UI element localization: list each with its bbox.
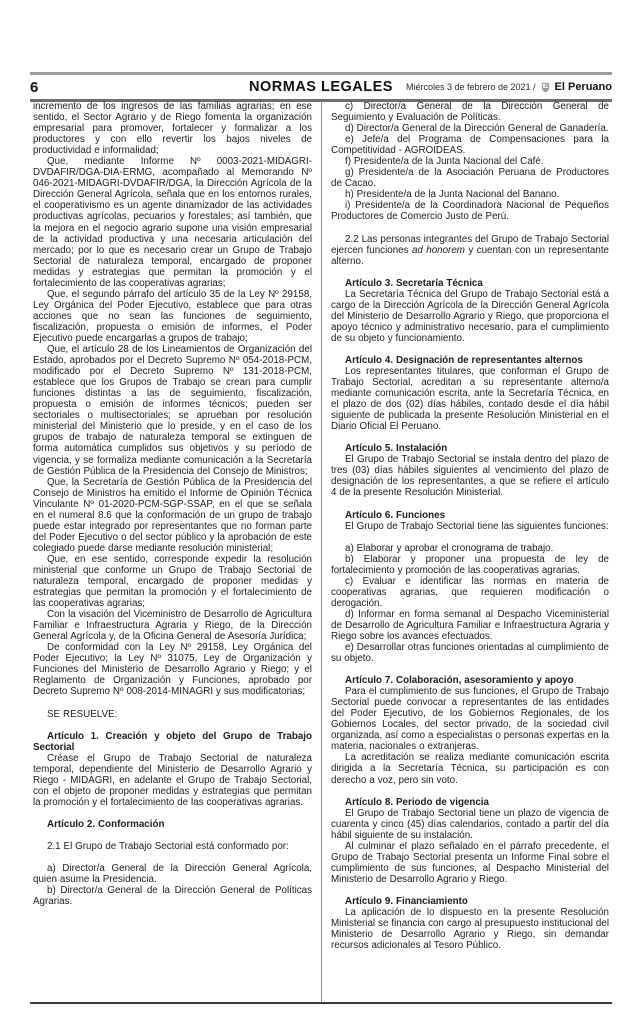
- article-heading: Artículo 9. Financiamiento: [345, 895, 468, 907]
- coat-of-arms-icon: [540, 82, 551, 93]
- dateline: [406, 81, 612, 93]
- paragraph: b) Director/a General de la Dirección General de Políticas Agrarias.: [33, 885, 312, 908]
- paragraph: Para el cumplimiento de sus funciones, el Grupo de Trabajo Sectorial puede convocar a representantes de las entidades del Poder Ejecutivo, de los Gobiernos Regionales, de los Gobiernos Locales, del sector privado, de la sociedad civil organizada, así como a especialistas o personas expertas en la materia, nacionales o extranjeras.: [331, 686, 609, 753]
- article-heading: Artículo 3. Secretaría Técnica: [345, 277, 483, 289]
- paragraph: La acreditación se realiza mediante comunicación escrita dirigida a la Secretaría Técnica, su participación es con derecho a voz, pero sin voto.: [331, 752, 609, 786]
- document-body: [33, 101, 609, 1003]
- paragraph: Con la visación del Viceministro de Desarrollo de Agricultura Familiar e Infraestructura Agraria y Riego, de la Dirección General Agrícola y, de la Oficina General de Asesoría Jurídica;: [33, 609, 312, 643]
- article-heading: Artículo 4. Designación de representantes alternos: [345, 354, 583, 366]
- paragraph: h) Presidente/a de la Junta Nacional del Banano.: [345, 189, 560, 201]
- el-peruano-logo-text: El Peruano: [554, 81, 612, 93]
- paragraph: d) Informar en forma semanal al Despacho Viceministerial de Desarrollo de Agricultura Familiar e Infraestructura Agraria y Riego sobre los avances efectuados.: [331, 608, 609, 642]
- article-heading: Artículo 1. Creación y objeto del Grupo de Trabajo Sectorial: [33, 730, 312, 753]
- paragraph: incremento de los ingresos de las familias agrarias; en ese sentido, el Sector Agrario y de Riego fomenta la organización empresarial para promover, fortalecer y formalizar a los productores y con ello revertir los bajos niveles de productividad e informalidad;: [33, 101, 312, 157]
- paragraph: El Grupo de Trabajo Sectorial tiene un plazo de vigencia de cuarenta y cinco (45) días calendarios, contado a partir del día hábil siguiente de su instalación.: [331, 807, 609, 841]
- paragraph: a) Director/a General de la Dirección General Agrícola, quien asume la Presidencia.: [33, 863, 312, 886]
- paragraph: La aplicación de lo dispuesto en la presente Resolución Ministerial se financia con cargo al presupuesto institucional del Ministerio de Desarrollo Agrario y Riego, sin demandar recursos adicionales al Tesoro Público.: [331, 907, 609, 952]
- bottom-rule: [30, 1002, 612, 1004]
- article-heading: Artículo 8. Periodo de vigencia: [345, 796, 489, 808]
- paragraph: El Grupo de Trabajo Sectorial tiene las siguientes funciones:: [345, 520, 609, 532]
- paragraph: Que, en ese sentido, corresponde expedir la resolución ministerial que conforme un Grupo de Trabajo Sectorial de naturaleza temporal, encargado de proponer medidas y estrategias que permitan la promoción y el fortalecimiento de las cooperativas agrarias;: [33, 553, 312, 610]
- paragraph: c) Evaluar e identificar las normas en materia de cooperativas agrarias, que requieren modificación o derogación.: [331, 575, 609, 609]
- paragraph: g) Presidente/a de la Asociación Peruana de Productores de Cacao.: [331, 167, 609, 190]
- paragraph: e) Jefe/a del Programa de Compensaciones para la Competitividad - AGROIDEAS.: [331, 134, 609, 157]
- page-number: 6: [30, 78, 39, 96]
- paragraph: Los representantes titulares, que conforman el Grupo de Trabajo Sectorial, acreditan a su representante alterno/a mediante comunicación escrita, ante la Secretaría Técnica, en el plazo de dos (02) días hábiles, contado desde el día hábil siguiente de publicada la presente Resolución Ministerial en el Diario Oficial El Peruano.: [331, 365, 609, 433]
- article-heading: Artículo 6. Funciones: [345, 509, 446, 521]
- paragraph: De conformidad con la Ley Nº 29158, Ley Orgánica del Poder Ejecutivo; la Ley Nº 31075, Ley de Organización y Funciones del Ministerio de Desarrollo Agrario y Riego; y el Reglamento de Organización y Funciones, aprobado por Decreto Supremo Nº 008-2014-MINAGRI y sus modificatorias;: [33, 642, 312, 698]
- paragraph: Que, el artículo 28 de los Lineamientos de Organización del Estado, aprobados por el Decreto Supremo Nº 054-2018-PCM, modificado por el Decreto Supremo Nº 131-2018-PCM, establece que los Grupos de Trabajo se crean para cumplir funciones distintas a las de seguimiento, fiscalización, propuesta o emisión de informes técnicos; pueden ser sectoriales o multisectoriales; se aprueban por resolución ministerial del Ministerio que lo preside, y en el caso de los grupos de trabajo de naturaleza temporal se extinguen de forma automática cumplidos sus objetivos y su período de vigencia, y se formaliza mediante comunicación a la Secretaría de Gestión Pública de la Presidencia del Consejo de Ministros;: [33, 344, 312, 477]
- paragraph: Créase el Grupo de Trabajo Sectorial de naturaleza temporal, dependiente del Ministerio de Desarrollo Agrario y Riego - MIDAGRI, en adelante el Grupo de Trabajo Sectorial, con el objeto de proponer medidas y estrategias que permitan la promoción y el fortalecimiento de las cooperativas agrarias.: [33, 752, 312, 808]
- left-column: [33, 101, 321, 1003]
- page-header: [30, 72, 612, 102]
- paragraph: Que, el segundo párrafo del artículo 35 de la Ley Nº 29158, Ley Orgánica del Poder Ejecutivo, establece que para otras acciones que no sean las funciones de seguimiento, fiscalización, propuesta o emisión de informes, el Poder Ejecutivo puede encargarlas a grupos de trabajo;: [33, 288, 312, 344]
- paragraph: d) Director/a General de la Dirección General de Ganadería.: [345, 123, 609, 135]
- paragraph: i) Presidente/a de la Coordinadora Nacional de Pequeños Productores de Comercio Justo de Perú.: [331, 200, 609, 223]
- paragraph: El Grupo de Trabajo Sectorial se instala dentro del plazo de tres (03) días hábiles siguientes al vencimiento del plazo de designación de los representantes, a que se refiere el artículo 4 de la presente Resolución Ministerial.: [331, 454, 609, 499]
- paragraph: f) Presidente/a de la Junta Nacional del Café.: [345, 156, 544, 168]
- paragraph: e) Desarrollar otras funciones orientadas al cumplimiento de su objeto.: [331, 642, 609, 665]
- paragraph: Que, mediante Informe Nº 0003-2021-MIDAGRI-DVDAFIR/DGA-DIA-ERMG, acompañado al Memorando Nº 046-2021-MIDAGRI-DVDAFIR/DGA, la Dirección Agrícola de la Dirección General Agrícola, señala que en los entornos rurales, el cooperativismo es un agente dinamizador de las actividades productivas agrícolas, pecuarios y forestales; así también, que la mejora en el negocio agrario supone una visión empresarial de la actividad productiva y una necesaria articulación del mercado; por lo que es necesario crear un Grupo de Trabajo Sectorial de naturaleza temporal, encargado de proponer medidas y estrategias que permitan la promoción y el fortalecimiento de las cooperativas agrarias;: [33, 156, 312, 289]
- paragraph: 2.1 El Grupo de Trabajo Sectorial está conformado por:: [47, 840, 289, 852]
- paragraph: La Secretaría Técnica del Grupo de Trabajo Sectorial está a cargo de la Dirección Agrícola de la Dirección General Agrícola del Ministerio de Desarrollo Agrario y Riego, que proporciona el apoyo técnico y administrativo necesario, para el cumplimiento de su objeto y funcionamiento.: [331, 288, 609, 344]
- paragraph: Que, la Secretaría de Gestión Pública de la Presidencia del Consejo de Ministros ha emitido el Informe de Opinión Técnica Vinculante Nº 01-2020-PCM-SGP-SSAP, en el que se señala en el numeral 8.6 que la conformación de un grupo de trabajo puede estar integrado por representantes que no forman parte del Poder Ejecutivo o del sector público y la aprobación de este colegiado puede darse mediante resolución ministerial;: [33, 476, 312, 554]
- section-title: NORMAS LEGALES: [249, 79, 393, 95]
- paragraph: SE RESUELVE:: [47, 708, 118, 720]
- paragraph: Al culminar el plazo señalado en el párrafo precedente, el Grupo de Trabajo Sectorial presenta un Informe Final sobre el cumplimiento de sus funciones, al Despacho Ministerial del Ministerio de Desarrollo Agrario y Riego.: [331, 840, 609, 885]
- paragraph: a) Elaborar y aprobar el cronograma de trabajo.: [345, 542, 554, 554]
- article-heading: Artículo 2. Conformación: [47, 818, 165, 830]
- article-heading: Artículo 7. Colaboración, asesoramiento y apoyo: [345, 675, 574, 687]
- paragraph: 2.2 Las personas integrantes del Grupo de Trabajo Sectorial ejercen funciones ad honorem y cuentan con un representante alterno.: [331, 233, 609, 267]
- paragraph: c) Director/a General de la Dirección General de Seguimiento y Evaluación de Políticas.: [331, 101, 609, 124]
- date-text: Miércoles 3 de febrero de 2021 /: [405, 82, 536, 92]
- paragraph: b) Elaborar y proponer una propuesta de ley de fortalecimiento y promoción de las cooperativas agrarias.: [331, 553, 609, 576]
- right-column: [321, 101, 609, 1003]
- article-heading: Artículo 5. Instalación: [345, 443, 448, 455]
